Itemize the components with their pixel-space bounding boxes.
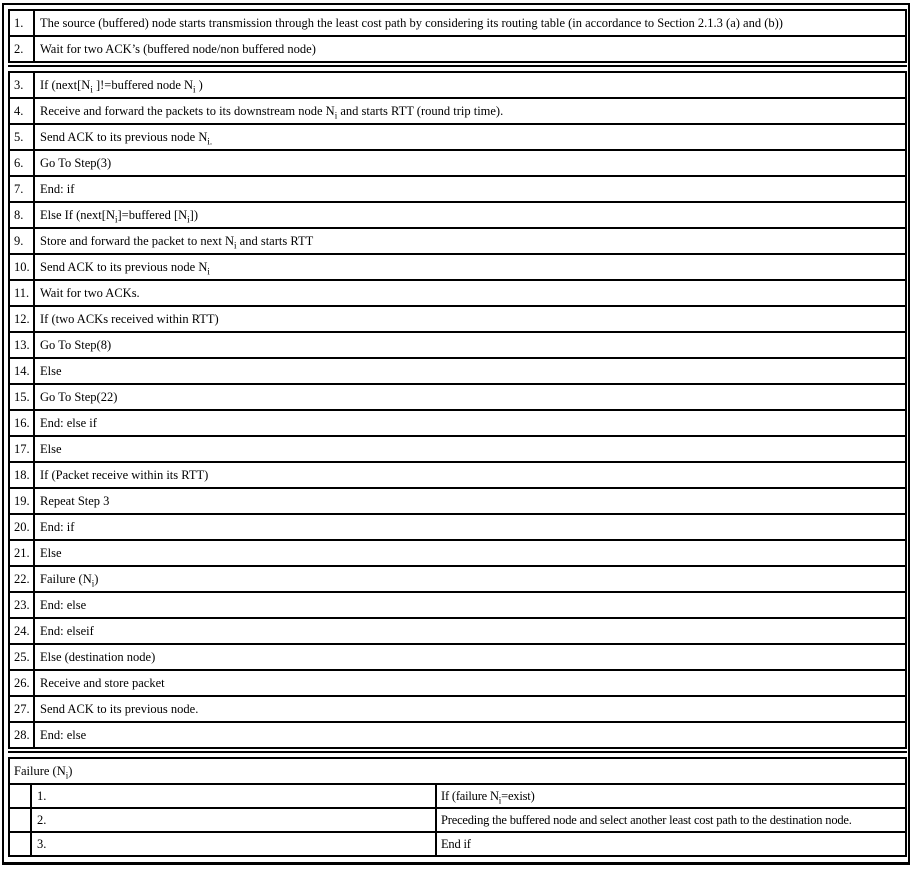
step-number: 4.: [9, 98, 34, 124]
step-text: Go To Step(8): [34, 332, 906, 358]
step-text: End: else if: [34, 410, 906, 436]
section-divider: [8, 65, 907, 69]
step-text: Receive and forward the packets to its downstream node $N_i$ and starts RTT (round trip time).: [34, 98, 906, 124]
step-text: Send ACK to its previous node $N_{i.}$: [34, 124, 906, 150]
step-number: 27.: [9, 696, 34, 722]
table-row: [9, 410, 906, 436]
table-row: [9, 36, 906, 62]
step-number: 1.: [9, 10, 34, 36]
step-text: End: else: [34, 592, 906, 618]
step-number: 23.: [9, 592, 34, 618]
step-text: Failure $(N_i)$: [34, 566, 906, 592]
step-number: 18.: [9, 462, 34, 488]
step-number: 10.: [9, 254, 34, 280]
table-row: [9, 670, 906, 696]
steps-table-body: [8, 71, 907, 749]
table-row: [9, 72, 906, 98]
step-text: If (Packet receive within its RTT): [34, 462, 906, 488]
table-row: [9, 592, 906, 618]
failure-table-title: Failure $(N_i)$: [9, 758, 906, 784]
step-number: 12.: [9, 306, 34, 332]
table-row: [9, 618, 906, 644]
table-row: [9, 280, 906, 306]
table-row: [9, 176, 906, 202]
step-number: 2.: [9, 36, 34, 62]
step-text: Else: [34, 540, 906, 566]
table-row: [9, 124, 906, 150]
step-text: Wait for two ACK’s (buffered node/non buffered node): [34, 36, 906, 62]
substep-number: 1.: [31, 784, 436, 808]
step-text: Else: [34, 436, 906, 462]
table-row: [9, 566, 906, 592]
failure-subroutine-table: [8, 757, 907, 857]
step-number: 21.: [9, 540, 34, 566]
table-row: [9, 150, 906, 176]
step-number: 26.: [9, 670, 34, 696]
step-text: Go To Step(22): [34, 384, 906, 410]
table-row: [9, 722, 906, 748]
table-row: [9, 254, 906, 280]
table-row: [9, 644, 906, 670]
step-number: 3.: [9, 72, 34, 98]
table-row: [9, 228, 906, 254]
step-number: 16.: [9, 410, 34, 436]
step-text: If ($next[N_i$ ]!=buffered node $N_i$ ): [34, 72, 906, 98]
step-number: 15.: [9, 384, 34, 410]
step-number: 24.: [9, 618, 34, 644]
table-row: [9, 540, 906, 566]
substep-number: 3.: [31, 832, 436, 856]
blank-cell: [9, 832, 31, 856]
step-number: 28.: [9, 722, 34, 748]
step-number: 9.: [9, 228, 34, 254]
substep-text: If (failure $N_i=exist$): [436, 784, 906, 808]
step-number: 17.: [9, 436, 34, 462]
step-number: 6.: [9, 150, 34, 176]
step-text: Receive and store packet: [34, 670, 906, 696]
table-row: [9, 488, 906, 514]
step-text: Else If ($next[N_i]=buffered$ $[N_i]$): [34, 202, 906, 228]
table-row: [9, 436, 906, 462]
step-text: End: if: [34, 176, 906, 202]
table-row: [9, 696, 906, 722]
step-text: Else (destination node): [34, 644, 906, 670]
table-row: [9, 306, 906, 332]
substep-text: Preceding the buffered node and select another least cost path to the destination node.: [436, 808, 906, 832]
step-number: 22.: [9, 566, 34, 592]
step-text: The source (buffered) node starts transmission through the least cost path by considering its routing table (in accordance to Section 2.1.3 (a) and (b)): [34, 10, 906, 36]
table-row: [9, 808, 906, 832]
step-number: 20.: [9, 514, 34, 540]
substep-number: 2.: [31, 808, 436, 832]
step-text: Wait for two ACKs.: [34, 280, 906, 306]
table-row: [9, 202, 906, 228]
step-number: 19.: [9, 488, 34, 514]
step-text: End: else: [34, 722, 906, 748]
step-number: 13.: [9, 332, 34, 358]
step-number: 11.: [9, 280, 34, 306]
step-text: Go To Step(3): [34, 150, 906, 176]
step-number: 8.: [9, 202, 34, 228]
step-text: End: if: [34, 514, 906, 540]
table-row: [9, 384, 906, 410]
step-text: If (two ACKs received within RTT): [34, 306, 906, 332]
step-text: Send ACK to its previous node.: [34, 696, 906, 722]
step-text: Else: [34, 358, 906, 384]
blank-cell: [9, 808, 31, 832]
step-number: 5.: [9, 124, 34, 150]
table-row: [9, 10, 906, 36]
blank-cell: [9, 784, 31, 808]
table-row: [9, 784, 906, 808]
step-number: 25.: [9, 644, 34, 670]
table-row: [9, 332, 906, 358]
step-text: Send ACK to its previous node $N_i$: [34, 254, 906, 280]
table-row: [9, 358, 906, 384]
step-number: 14.: [9, 358, 34, 384]
step-text: Store and forward the packet to next $N_i$ and starts RTT: [34, 228, 906, 254]
table-row: [9, 758, 906, 784]
step-text: End: elseif: [34, 618, 906, 644]
table-row: [9, 98, 906, 124]
table-row: [9, 462, 906, 488]
substep-text: End if: [436, 832, 906, 856]
step-text: Repeat Step 3: [34, 488, 906, 514]
section-divider: [8, 751, 907, 755]
outer-frame: [2, 3, 910, 865]
table-row: [9, 832, 906, 856]
steps-table-intro: [8, 9, 907, 63]
table-row: [9, 514, 906, 540]
step-number: 7.: [9, 176, 34, 202]
